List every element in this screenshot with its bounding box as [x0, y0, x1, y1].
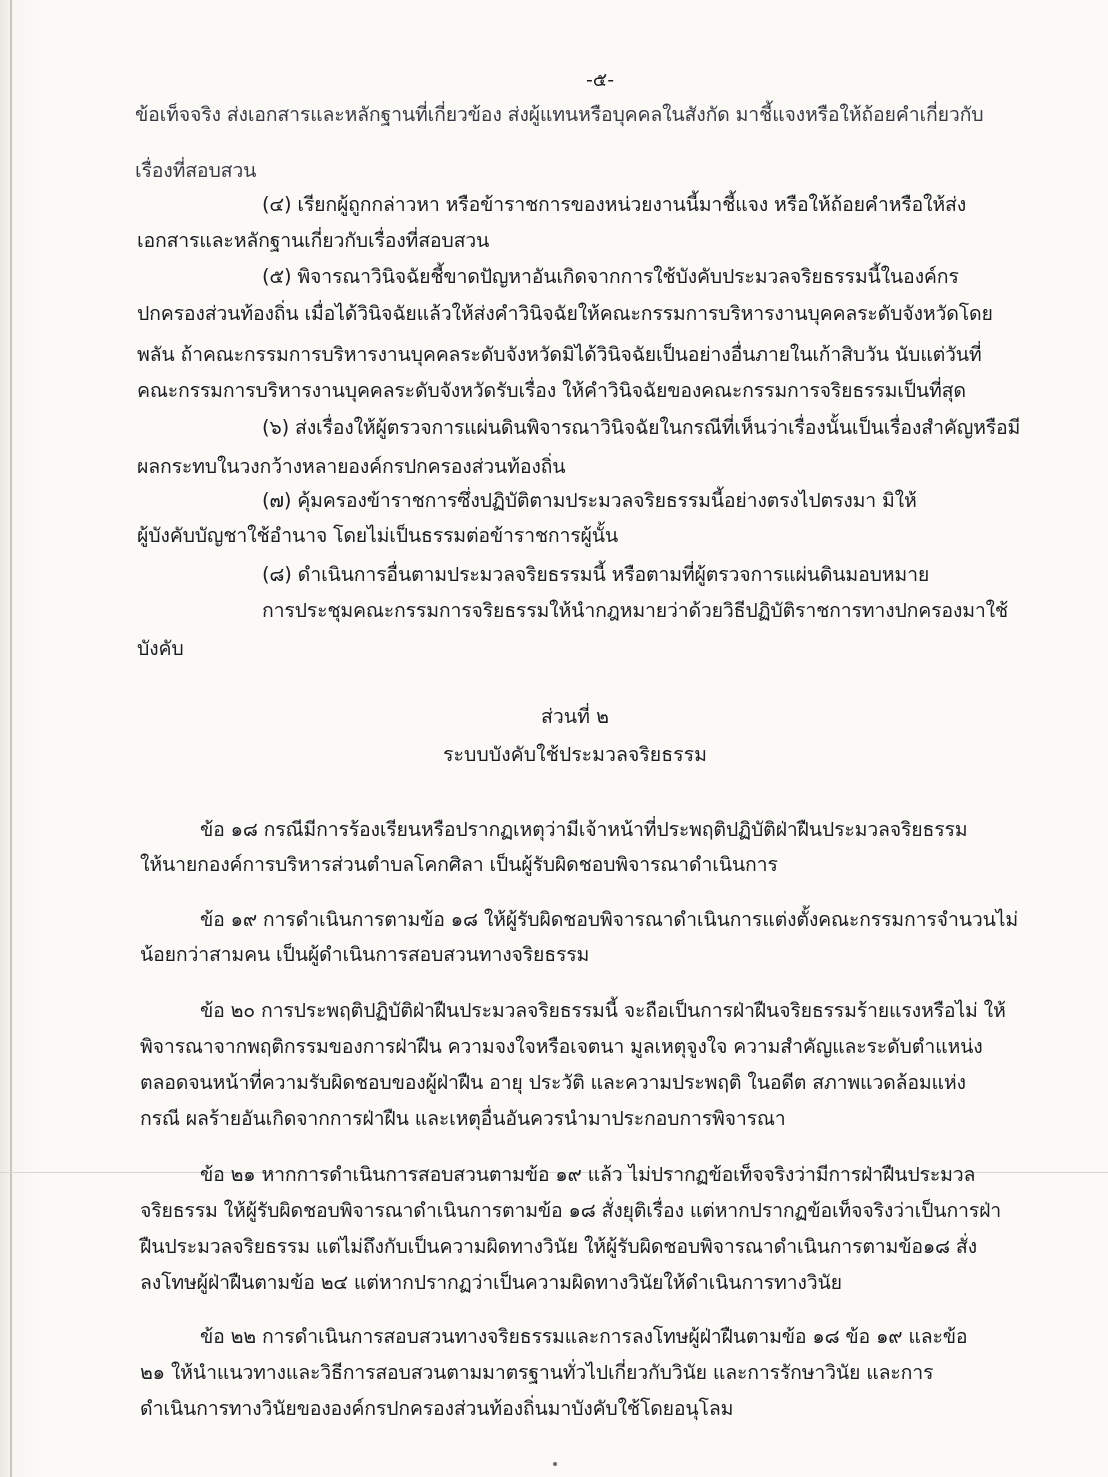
body-line: (๗) คุ้มครองข้าราชการซึ่งปฏิบัติตามประมวลจริยธรรมนี้อย่างตรงไปตรงมา มิให้ [262, 489, 917, 512]
clause-line: จริยธรรม ให้ผู้รับผิดชอบพิจารณาดำเนินการตามข้อ ๑๘ สั่งยุติเรื่อง แต่หากปรากฏข้อเท็จจริงว่าเป็นการฝ่า [140, 1199, 1002, 1222]
section-title: ระบบบังคับใช้ประมวลจริยธรรม [443, 743, 707, 766]
body-line: เรื่องที่สอบสวน [135, 159, 257, 182]
page-dot-mark [553, 1462, 557, 1466]
body-line: ผู้บังคับบัญชาใช้อำนาจ โดยไม่เป็นธรรมต่อข้าราชการผู้นั้น [137, 524, 618, 547]
body-line: ข้อเท็จจริง ส่งเอกสารและหลักฐานที่เกี่ยวข้อง ส่งผู้แทนหรือบุคคลในสังกัด มาชี้แจงหรือให้ถ้อยคำเกี่ยวกับ [135, 103, 984, 126]
page-number: -๕- [585, 69, 615, 91]
clause-line: ดำเนินการทางวินัยขององค์กรปกครองส่วนท้องถิ่นมาบังคับใช้โดยอนุโลม [140, 1397, 734, 1420]
body-line: (๖) ส่งเรื่องให้ผู้ตรวจการแผ่นดินพิจารณาวินิจฉัยในกรณีที่เห็นว่าเรื่องนั้นเป็นเรื่องสำคัญหรือมี [262, 416, 1021, 439]
body-line: (๕) พิจารณาวินิจฉัยชี้ขาดปัญหาอันเกิดจากการใช้บังคับประมวลจริยธรรมนี้ในองค์กร [262, 265, 959, 288]
clause-line: ตลอดจนหน้าที่ความรับผิดชอบของผู้ฝ่าฝืน อายุ ประวัติ และความประพฤติ ในอดีต สภาพแวดล้อมแห่ง [140, 1071, 966, 1094]
page-binding-edge [10, 0, 12, 1477]
clause-line: ๒๑ ให้นำแนวทางและวิธีการสอบสวนตามมาตรฐานทั่วไปเกี่ยวกับวินัย และการรักษาวินัย และการ [140, 1361, 934, 1384]
clause-line: กรณี ผลร้ายอันเกิดจากการฝ่าฝืน และเหตุอื่นอันควรนำมาประกอบการพิจารณา [140, 1107, 786, 1130]
body-line: ปกครองส่วนท้องถิ่น เมื่อได้วินิจฉัยแล้วให้ส่งคำวินิจฉัยให้คณะกรรมการบริหารงานบุคคลระดับจังหวัดโดย [137, 302, 993, 325]
body-line: บังคับ [137, 637, 184, 660]
clause-line: ข้อ ๑๘ กรณีมีการร้องเรียนหรือปรากฏเหตุว่ามีเจ้าหน้าที่ประพฤติปฏิบัติฝ่าฝืนประมวลจริยธรรม [200, 818, 968, 841]
clause-line: ข้อ ๒๑ หากการดำเนินการสอบสวนตามข้อ ๑๙ แล้ว ไม่ปรากฏข้อเท็จจริงว่ามีการฝ่าฝืนประมวล [200, 1163, 976, 1186]
body-line: (๔) เรียกผู้ถูกกล่าวหา หรือข้าราชการของหน่วยงานนี้มาชี้แจง หรือให้ถ้อยคำหรือให้ส่ง [262, 193, 967, 216]
clause-line: พิจารณาจากพฤติกรรมของการฝ่าฝืน ความจงใจหรือเจตนา มูลเหตุจูงใจ ความสำคัญและระดับตำแหน่ง [140, 1035, 983, 1058]
clause-line: น้อยกว่าสามคน เป็นผู้ดำเนินการสอบสวนทางจริยธรรม [140, 943, 590, 966]
clause-line: ข้อ ๒๒ การดำเนินการสอบสวนทางจริยธรรมและการลงโทษผู้ฝ่าฝืนตามข้อ ๑๘ ข้อ ๑๙ และข้อ [200, 1325, 968, 1348]
body-line: ผลกระทบในวงกว้างหลายองค์กรปกครองส่วนท้องถิ่น [137, 455, 566, 478]
clause-line: ลงโทษผู้ฝ่าฝืนตามข้อ ๒๔ แต่หากปรากฏว่าเป็นความผิดทางวินัยให้ดำเนินการทางวินัย [140, 1271, 842, 1294]
body-line: การประชุมคณะกรรมการจริยธรรมให้นำกฎหมายว่าด้วยวิธีปฏิบัติราชการทางปกครองมาใช้ [262, 599, 1008, 622]
clause-line: ข้อ ๑๙ การดำเนินการตามข้อ ๑๘ ให้ผู้รับผิดชอบพิจารณาดำเนินการแต่งตั้งคณะกรรมการจำนวนไม่ [200, 908, 1019, 931]
body-line: คณะกรรมการบริหารงานบุคคลระดับจังหวัดรับเรื่อง ให้คำวินิจฉัยของคณะกรรมการจริยธรรมเป็นที่สุด [137, 379, 966, 402]
section-heading: ส่วนที่ ๒ [540, 705, 610, 728]
clause-line: ให้นายกองค์การบริหารส่วนตำบลโคกศิลา เป็นผู้รับผิดชอบพิจารณาดำเนินการ [140, 853, 778, 876]
clause-line: ฝืนประมวลจริยธรรม แต่ไม่ถึงกับเป็นความผิดทางวินัย ให้ผู้รับผิดชอบพิจารณาดำเนินการตามข้อ๑๘ สั่ง [140, 1235, 977, 1258]
clause-line: ข้อ ๒๐ การประพฤติปฏิบัติฝ่าฝืนประมวลจริยธรรมนี้ จะถือเป็นการฝ่าฝืนจริยธรรมร้ายแรงหรือไม่ ให้ [200, 999, 1006, 1022]
body-line: พลัน ถ้าคณะกรรมการบริหารงานบุคคลระดับจังหวัดมิได้วินิจฉัยเป็นอย่างอื่นภายในเก้าสิบวัน นับแต่วันที่ [137, 343, 982, 366]
body-line: เอกสารและหลักฐานเกี่ยวกับเรื่องที่สอบสวน [137, 229, 490, 252]
body-line: (๘) ดำเนินการอื่นตามประมวลจริยธรรมนี้ หรือตามที่ผู้ตรวจการแผ่นดินมอบหมาย [262, 563, 930, 586]
